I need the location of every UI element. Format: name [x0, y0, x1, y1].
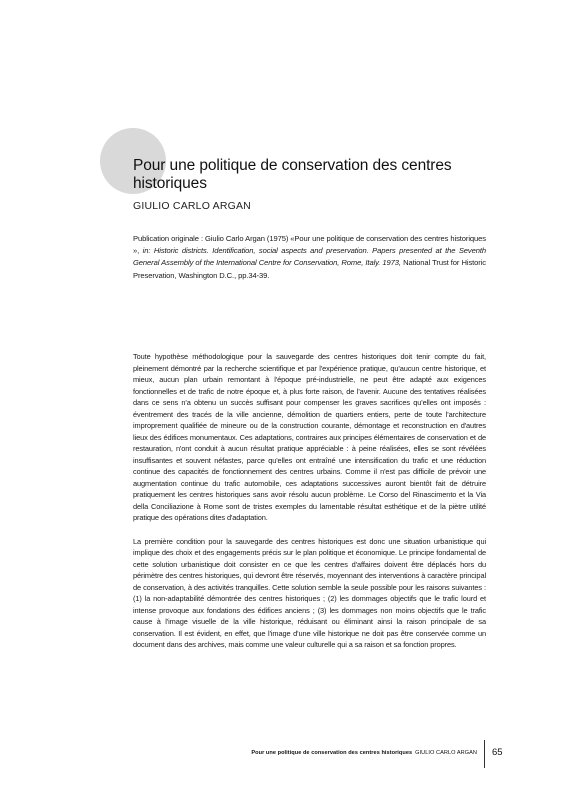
- publication-info: [133, 233, 486, 282]
- article-body: [133, 351, 486, 663]
- footer-divider: [484, 740, 485, 768]
- running-head: [251, 750, 477, 756]
- page-number: 65: [492, 747, 503, 758]
- running-author: GIULIO CARLO ARGAN: [415, 750, 477, 756]
- publication-book: Historic districts. Identification, social aspects and preservation. Papers presented at the Seventh General Assembly of the International Centre for Conservation, Rome, Italy. 1973,: [133, 246, 486, 268]
- page-footer: [0, 740, 565, 768]
- publication-tail: National Trust for Historic Preservation, Washington D.C., pp.34-39.: [133, 258, 486, 280]
- running-title: Pour une politique de conservation des centres historiques: [251, 750, 413, 756]
- article-author: GIULIO CARLO ARGAN: [133, 200, 251, 212]
- publication-lead: Publication originale : Giulio Carlo Argan (1975) «Pour une politique de conservation des centres historiques »,: [133, 234, 486, 256]
- article-title: Pour une politique de conservation des centres historiques: [133, 157, 452, 192]
- body-paragraph-1: Toute hypothèse méthodologique pour la sauvegarde des centres historiques doit tenir compte du fait, pleinement démontré par la recherche scientifique et par l'expérience pratique, qu'aucun centre historique, et mieux, aucun plan urbain remontant à l'époque pré-industrielle, ne peut être adapté aux exigences fonctionnelles et de trafic de notre époque et, à plus forte raison, de l'avenir. Aucune des tentatives réalisées dans ce sens n'a obtenu un succès suffisant pour compenser les graves sacrifices qu'elles ont imposés : éventrement des tracés de la ville ancienne, démolition de quartiers entiers, perte de toute l'architecture improprement qualifiée de mineure ou de la construction courante, démontage et reconstruction en d'autres lieux des édifices monumentaux. Ces adaptations, contraires aux principes élémentaires de conservation et de restauration, n'ont conduit à aucun résultat pratique appréciable : à peine réalisées, elles se sont révélées insuffisantes et souvent néfastes, parce qu'elles ont entraîné une intensification du trafic et une réduction continue des capacités de fonctionnement des centres urbains. Comme il n'est pas difficile de prévoir une augmentation continue du trafic automobile, ces adaptations successives auront bientôt fait de détruire pratiquement les centres historiques sans avoir résolu aucun problème. Le Corso del Rinascimento et la Via della Conciliazione à Rome sont de tristes exemples du lamentable résultat esthétique et de la piètre utilité pratique des opérations dites d'adaptation.: [133, 352, 486, 522]
- publication-in: in:: [142, 246, 151, 256]
- body-paragraph-2: La première condition pour la sauvegarde des centres historiques est donc une situation urbanistique qui implique des choix et des engagements précis sur le plan politique et économique. Le principe fondamental de cette solution urbanistique doit consister en ce que les centres d'affaires doivent être déplacés hors du périmètre des centres historiques, qui devront être réservés, moyennant des interventions à caractère principal de conservation, à des activités tranquilles. Cette solution semble la seule possible pour les raisons suivantes : (1) la non-adaptabilité démontrée des centres historiques ; (2) les dommages objectifs que le trafic lourd et intense provoque aux fondations des édifices anciens ; (3) les dommages non moins objectifs que le trafic cause à l'image visuelle de la ville historique, réduisant ou éliminant ainsi la raison principale de sa conservation. Il est évident, en effet, que l'image d'une ville historique ne doit pas être conservée comme un document dans des archives, mais comme une valeur culturelle qui a sa raison et sa fonction propres.: [133, 536, 486, 649]
